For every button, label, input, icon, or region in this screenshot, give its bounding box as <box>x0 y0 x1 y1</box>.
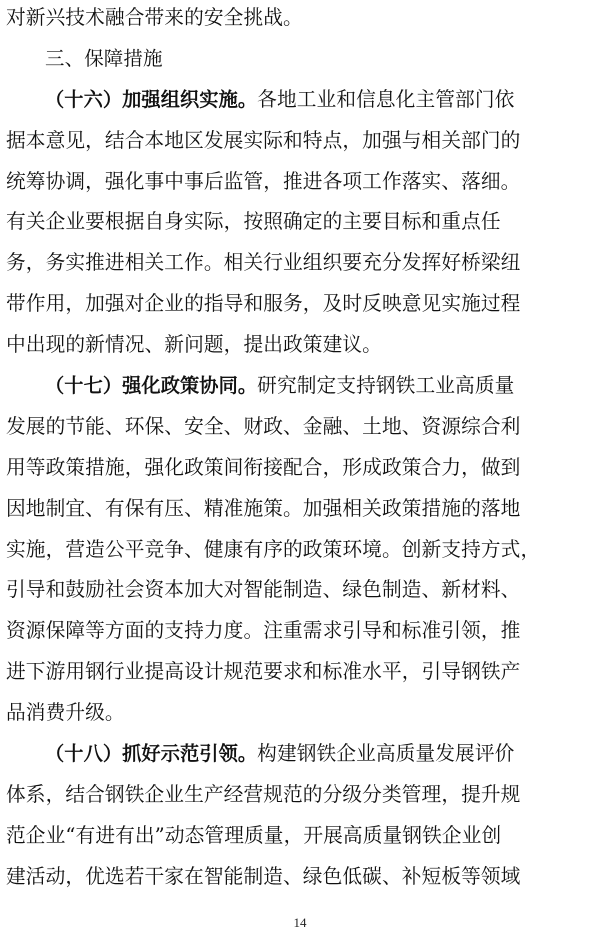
body-text: 研究制定支持钢铁工业高质量 <box>257 374 515 398</box>
body-text-line: 用等政策措施，强化政策间衔接配合，形成政策合力，做到 <box>6 455 521 479</box>
paragraph-18-heading: （十八）抓好示范引领。 <box>45 742 258 766</box>
body-text-line: 发展的节能、环保、安全、财政、金融、土地、资源综合利 <box>6 414 521 438</box>
body-text-line: 品消费升级。 <box>6 701 125 725</box>
body-text-line: 据本意见，结合本地区发展实际和特点，加强与相关部门的 <box>6 128 521 152</box>
paragraph-17-first-line <box>6 366 594 407</box>
paragraph-17-heading: （十七）强化政策协同。 <box>45 374 258 398</box>
paragraph-18-first-line <box>6 734 594 775</box>
paragraph-16-heading: （十六）加强组织实施。 <box>45 87 258 111</box>
body-text-line: 有关企业要根据自身实际，按照确定的主要目标和重点任 <box>6 210 501 234</box>
body-text-line: 实施，营造公平竞争、健康有序的政策环境。创新支持方式， <box>6 537 541 561</box>
body-text-line: 进下游用钢行业提高设计规范要求和标准水平，引导钢铁产 <box>6 660 521 684</box>
document-body <box>6 0 594 898</box>
body-text-line: 带作用，加强对企业的指导和服务，及时反映意见实施过程 <box>6 292 521 316</box>
body-text: 构建钢铁企业高质量发展评价 <box>257 742 515 766</box>
body-text-line: 中出现的新情况、新问题，提出政策建议。 <box>6 333 382 357</box>
section-heading: 三、保障措施 <box>45 46 163 70</box>
page-number: 14 <box>293 915 307 930</box>
body-text-line: 因地制宜、有保有压、精准施策。加强相关政策措施的落地 <box>6 496 521 520</box>
body-text-line: 资源保障等方面的支持力度。注重需求引导和标准引领，推 <box>6 619 521 643</box>
body-text-line: 对新兴技术融合带来的安全挑战。 <box>6 6 303 29</box>
paragraph-16-first-line <box>6 80 594 121</box>
body-text-line: 建活动，优选若干家在智能制造、绿色低碳、补短板等领域 <box>6 864 521 888</box>
body-text-line: 引导和鼓励社会资本加大对智能制造、绿色制造、新材料、 <box>6 578 521 602</box>
body-text-line: 体系，结合钢铁企业生产经营规范的分级分类管理，提升规 <box>6 782 521 806</box>
body-text-line: 范企业“有进有出”动态管理质量，开展高质量钢铁企业创 <box>6 823 502 847</box>
body-text-line: 统筹协调，强化事中事后监管，推进各项工作落实、落细。 <box>6 169 521 193</box>
body-text: 各地工业和信息化主管部门依 <box>257 87 515 111</box>
body-text-line: 务，务实推进相关工作。相关行业组织要充分发挥好桥梁纽 <box>6 251 521 275</box>
